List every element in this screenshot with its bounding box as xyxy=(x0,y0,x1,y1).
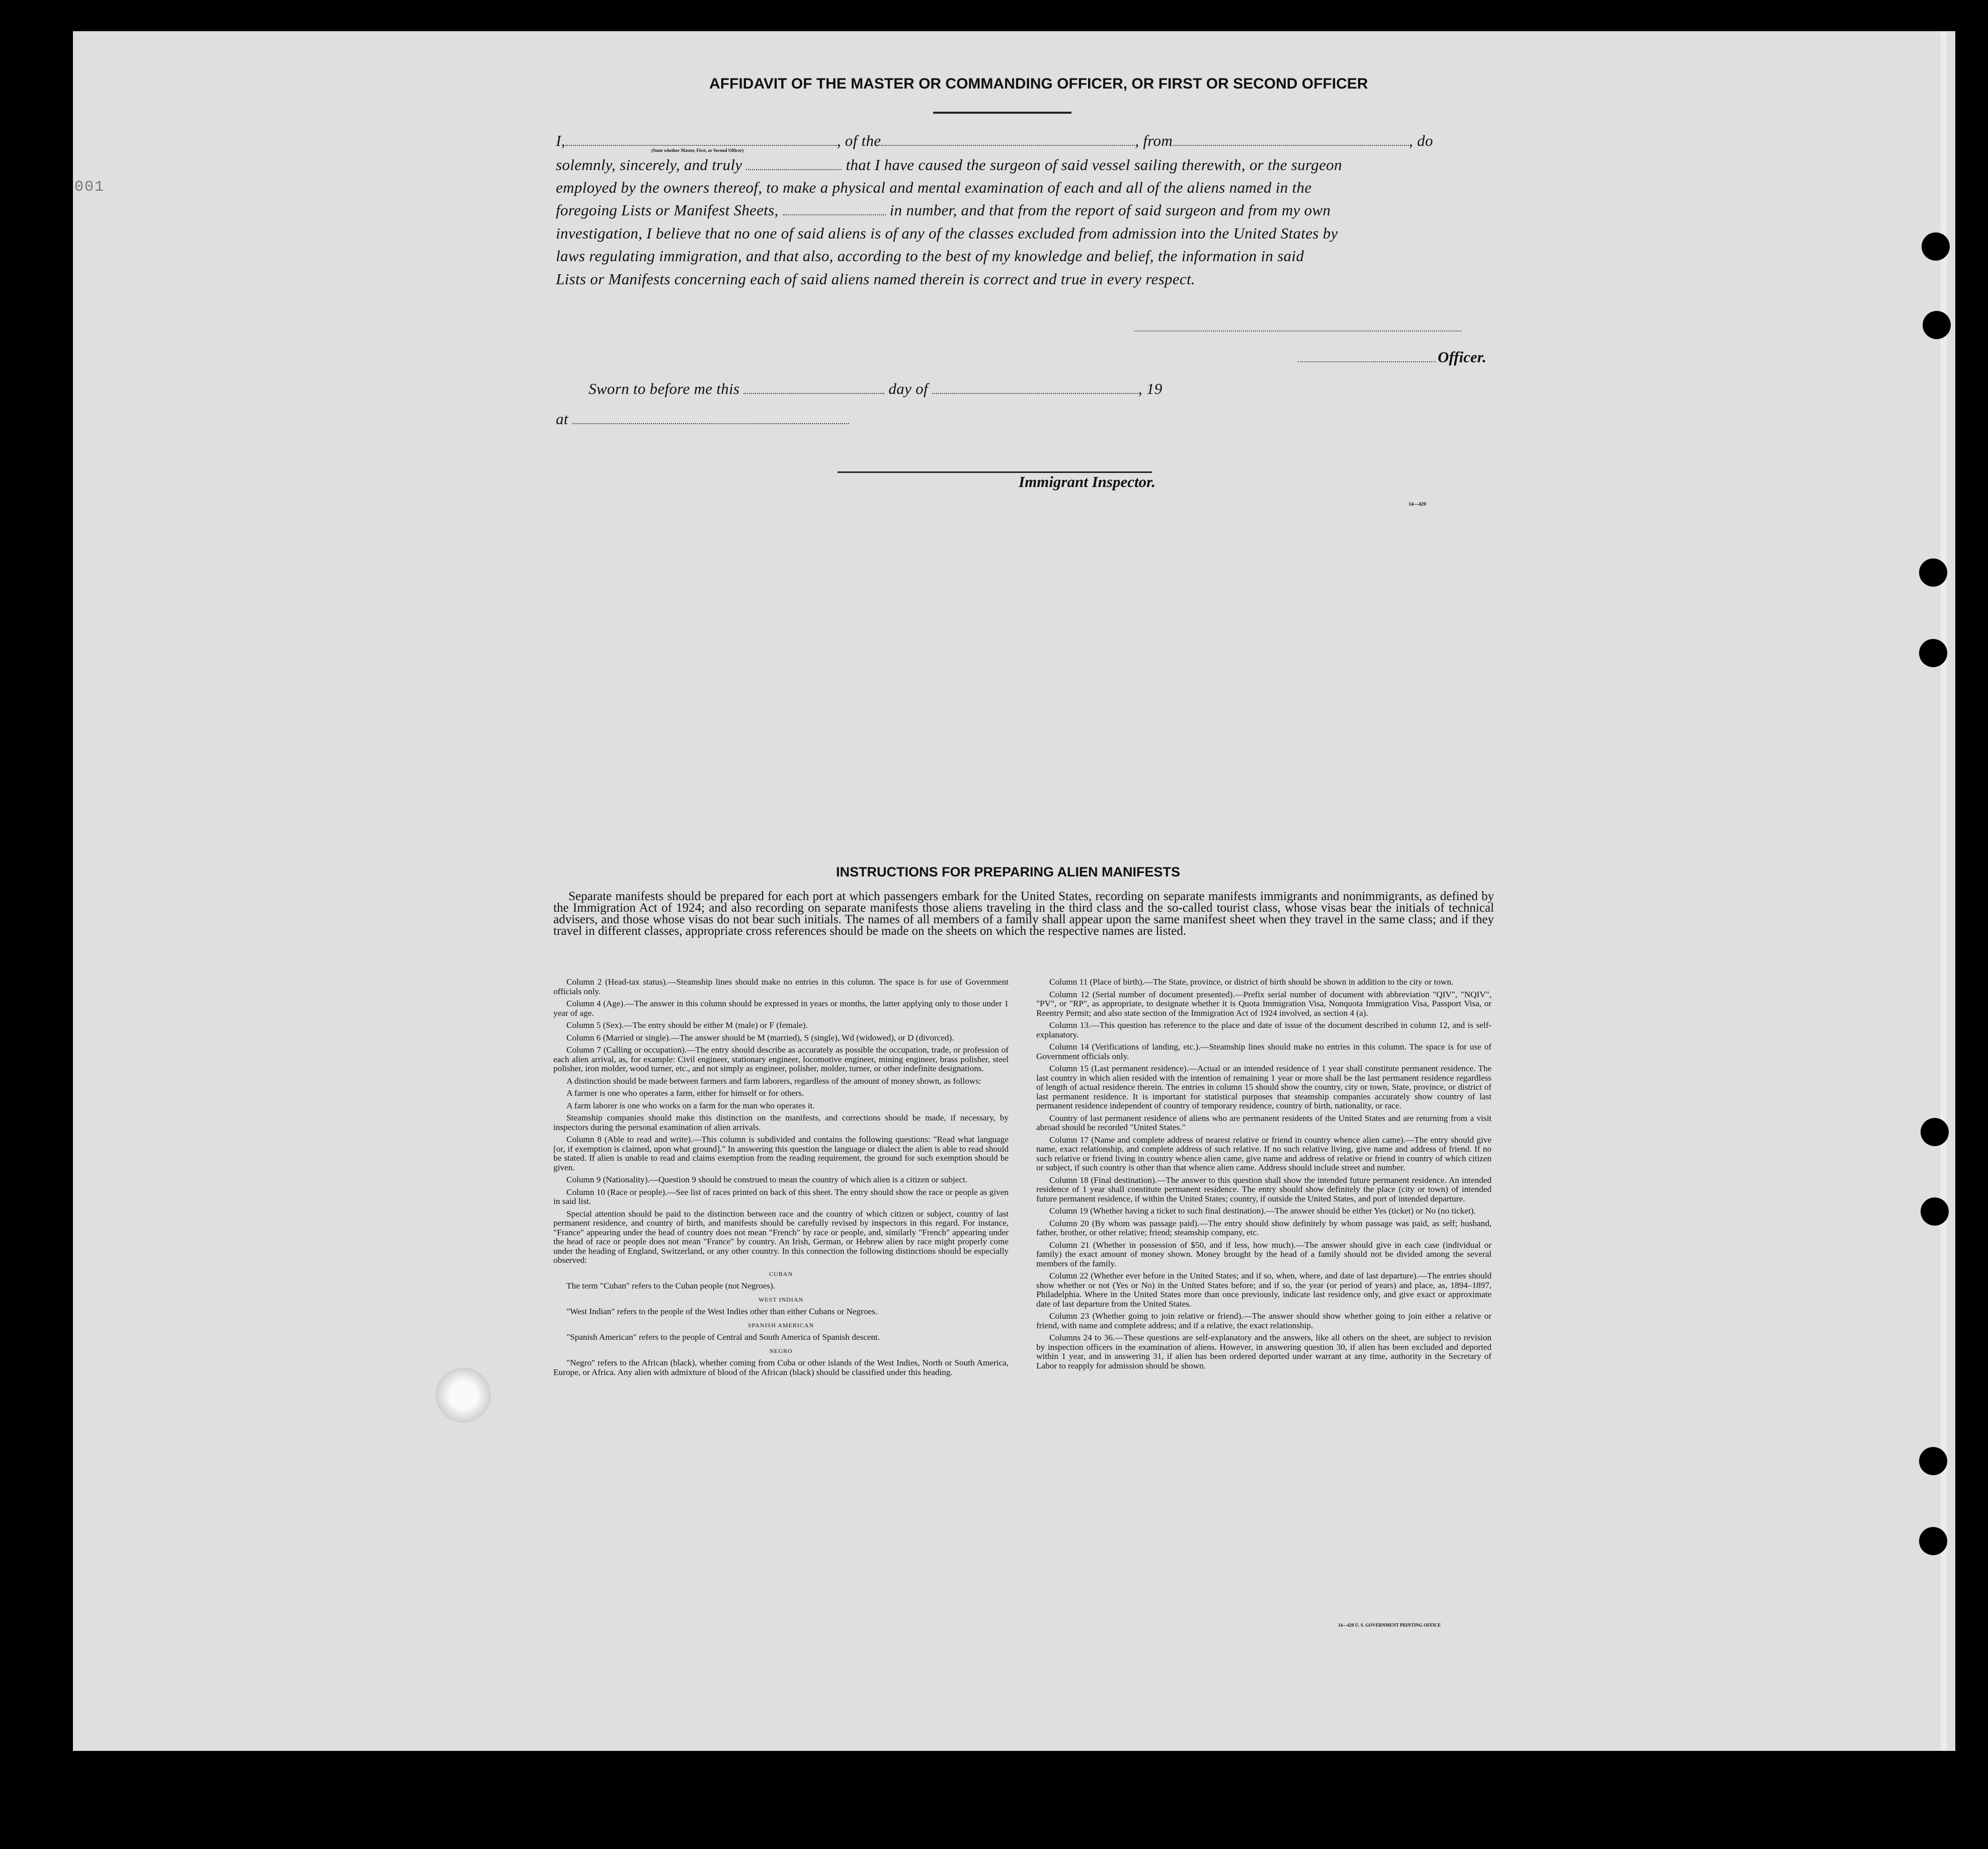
binder-hole xyxy=(1921,1197,1949,1226)
sworn-line: Sworn to before me this day of , 19 xyxy=(589,380,1163,397)
instruction-paragraph: A distinction should be made between farmers and farm laborers, regardless of the amount of money shown, as follows: xyxy=(566,1076,981,1086)
instruction-paragraph: Column 15 (Last permanent residence).—Actual or an intended residence of 1 year shall constitute permanent residence. The last country in which alien resided with the intention of remaining 1 year or more shall be the last permanent residence regardless of length of actual residence therein. The entries in column 15 should show the country, city or town, State, province, or district of last permanent residence. It is important for statistical purposes that steamship companies accurately show country of last permanent residence independent of country of temporary residence, country of birth, nationality, or race. xyxy=(1036,1064,1492,1110)
instruction-paragraph: The term "Cuban" refers to the Cuban people (not Negroes). xyxy=(566,1281,775,1291)
instruction-paragraph: Column 11 (Place of birth).—The State, province, or district of birth should be shown in addition to the city or town. xyxy=(1049,977,1454,987)
binder-hole xyxy=(1919,558,1947,587)
instruction-paragraph: "Spanish American" refers to the people of Central and South America of Spanish descent. xyxy=(566,1332,880,1342)
affidavit-line-6: laws regulating immigration, and that also, according to the best of my knowledge and belief, the information in said xyxy=(556,247,1304,265)
instruction-paragraph: "Negro" refers to the African (black), whether coming from Cuba or other islands of the West Indies, North or South America, Europe, or Africa. Any alien with admixture of blood of the African (black) should be classified under this heading. xyxy=(553,1358,1009,1377)
instruction-paragraph: Column 7 (Calling or occupation).—The entry should describe as accurately as possible the occupation, trade, or profession of each alien arrival, as, for example: Civil engineer, stationary engineer, locomotive engineer, mining engineer, brass polisher, steel polisher, iron molder, wood turner, etc., and not simply as engineer, polisher, molder, turner, or other indefinite designations. xyxy=(553,1045,1009,1073)
binder-hole xyxy=(1919,1527,1947,1555)
instructions-title: INSTRUCTIONS FOR PREPARING ALIEN MANIFESTS xyxy=(836,864,1181,879)
instruction-paragraph: Column 14 (Verifications of landing, etc.).—Steamship lines should make no entries in this column. The space is for use of Government officials only. xyxy=(1036,1042,1492,1061)
paper-blot xyxy=(436,1368,491,1423)
instruction-paragraph: Column 19 (Whether having a ticket to such final destination).—The answer should be either Yes (ticket) or No (no ticket). xyxy=(1049,1206,1476,1216)
instruction-paragraph: Column 2 (Head-tax status).—Steamship lines should make no entries in this column. The space is for use of Government officials only. xyxy=(553,977,1009,996)
instruction-paragraph: Column 4 (Age).—The answer in this column should be expressed in years or months, the latter applying only to those under 1 year of age. xyxy=(553,999,1009,1018)
officer-label: Officer. xyxy=(1438,348,1486,366)
inspector-label: Immigrant Inspector. xyxy=(1019,473,1156,491)
affidavit-line-4: foregoing Lists or Manifest Sheets, in number, and that from the report of said surgeon and from my own xyxy=(556,201,1331,219)
instruction-paragraph: Column 17 (Name and complete address of nearest relative or friend in country whence alien came).—The entry should give name, exact relationship, and complete address of such relative. If no such relative living, give name and address of friend. If no such relative or friend living in country whence alien came, give name and address of relative or friend in country of which citizen or subject, if such country is other than that whence alien came. Address should include street and number. xyxy=(1036,1135,1492,1172)
instruction-paragraph: Steamship companies should make this distinction on the manifests, and corrections should be made, if necessary, by inspectors during the personal examination of alien arrivals. xyxy=(553,1113,1009,1132)
instruction-paragraph: Country of last permanent residence of aliens who are permanent residents of the United States and are returning from a visit abroad should be recorded "United States." xyxy=(1036,1113,1492,1132)
instructions-right-column xyxy=(1036,978,1492,1374)
instruction-paragraph: Column 9 (Nationality).—Question 9 should be construed to mean the country of which alien is a citizen or subject. xyxy=(566,1175,968,1184)
instruction-paragraph: A farmer is one who operates a farm, either for himself or for others. xyxy=(566,1088,804,1098)
printing-office-footer: 14—420 U. S. GOVERNMENT PRINTING OFFICE xyxy=(1338,1623,1441,1628)
binder-hole xyxy=(1919,1447,1947,1475)
binder-hole xyxy=(1922,232,1950,261)
affidavit-line-7: Lists or Manifests concerning each of said aliens named therein is correct and true in every respect. xyxy=(556,270,1195,288)
page-stamp: 001 xyxy=(74,179,105,196)
affidavit-line-5: investigation, I believe that no one of said aliens is of any of the classes excluded from admission into the United States by xyxy=(556,224,1338,242)
instructions-left-column xyxy=(553,978,1009,1380)
instruction-paragraph: Column 20 (By whom was passage paid).—The entry should show definitely by whom passage was paid, as self; husband, father, brother, or other relative; friend; steamship company, etc. xyxy=(1036,1218,1492,1237)
instruction-paragraph: Columns 24 to 36.—These questions are self-explanatory and the answers, like all others on the sheet, are subject to revision by inspection officers in the examination of aliens. However, in answering question 30, if alien has been excluded and deported within 1 year, and in answering 31, if alien has been ordered deported under warrant at any time, authority in the Secretary of Labor to reapply for admission should be shown. xyxy=(1036,1333,1492,1371)
instruction-paragraph: Column 8 (Able to read and write).—This column is subdivided and contains the following questions: "Read what language [or, if exemption is claimed, upon what ground]." In answering this question the language or dialect the alien is able to read should be stated. If alien is unable to read and claims exemption from the reading requirement, the ground for such exemption should be given. xyxy=(553,1135,1009,1172)
instruction-paragraph: A farm laborer is one who works on a farm for the man who operates it. xyxy=(566,1100,815,1110)
instruction-paragraph: Special attention should be paid to the distinction between race and the country of which citizen or subject, country of last permanent residence, and country of birth, and manifests should be carefully revised by inspectors in this regard. For instance, "France" appearing under the head of country does not mean "French" by race or people, and, similarly "French" appearing under the head of race or people does not mean "France" by country. An Irish, German, or Hebrew alien by race might properly come under the heading of England, Switzerland, or any other country. In this connection the following distinctions should be especially observed: xyxy=(553,1209,1009,1265)
form-number: 14—420 xyxy=(1409,502,1426,507)
affidavit-line-3: employed by the owners thereof, to make a physical and mental examination of each and all of the aliens named in the xyxy=(556,179,1312,196)
affidavit-line-2: solemnly, sincerely, and truly that I have caused the surgeon of said vessel sailing therewith, or the surgeon xyxy=(556,156,1342,174)
instruction-paragraph: Column 13.—This question has reference to the place and date of issue of the document described in column 12, and is self-explanatory. xyxy=(1036,1020,1492,1039)
heading-negro: NEGRO xyxy=(769,1347,793,1354)
title-rule xyxy=(933,112,1071,114)
instruction-paragraph: "West Indian" refers to the people of the West Indies other than either Cubans or Negroes. xyxy=(566,1307,878,1316)
heading-cuban: CUBAN xyxy=(769,1270,793,1277)
at-line: at xyxy=(556,410,849,428)
binder-hole xyxy=(1923,311,1951,339)
instruction-paragraph: Column 21 (Whether in possession of $50, and if less, how much).—The answer should give in each case (individual or family) the exact amount of money shown. Money brought by the head of a family should not be divided among the several members of the family. xyxy=(1036,1240,1492,1268)
instruction-paragraph: Column 23 (Whether going to join relative or friend).—The answer should show whether going to join either a relative or friend, with name and complete address; and if a relative, the exact relationship. xyxy=(1036,1311,1492,1330)
sheet-edge xyxy=(1941,31,1947,1751)
officer-signature-line xyxy=(1134,330,1461,332)
heading-spanish-american: SPANISH AMERICAN xyxy=(748,1321,814,1329)
state-note: (State whether Master, First, or Second Officer) xyxy=(651,148,744,153)
binder-hole xyxy=(1921,1118,1949,1146)
binder-hole xyxy=(1919,639,1947,667)
instruction-paragraph: Column 18 (Final destination).—The answer to this question shall show the intended future permanent residence. An intended residence of 1 year shall constitute permanent residence. The entry should show definitely the place (city or town) of intended future permanent residence, if within the United States; country, if outside the United States, and port of intended departure. xyxy=(1036,1175,1492,1203)
instruction-paragraph: Column 5 (Sex).—The entry should be either M (male) or F (female). xyxy=(566,1020,808,1030)
instruction-paragraph: Column 12 (Serial number of document presented).—Prefix serial number of document with abbreviation "QIV", "NQIV", "PV", or "RP", as appropriate, to designate whether it is Quota Immigration Visa, Nonquota Immigration Visa, Passport Visa, or Reentry Permit; and also state section of the Immigration Act of 1924 involved, as section 4 (a). xyxy=(1036,989,1492,1018)
affidavit-title: AFFIDAVIT OF THE MASTER OR COMMANDING OFFICER, OR FIRST OR SECOND OFFICER xyxy=(709,75,1368,92)
heading-west-indian: WEST INDIAN xyxy=(758,1296,804,1303)
affidavit-line-1: I, , of the , from , do xyxy=(556,132,1433,149)
instructions-intro: Separate manifests should be prepared for each port at which passengers embark for the United States, recording on separate manifests immigrants and nonimmigrants, as defined by the Immigration Act of 1924; and also recording on separate manifests those aliens traveling in the third class and the so-called tourist class, whose visas bear the initials of technical advisers, and those whose visas do not bear such initials. The names of all members of a family shall appear upon the same manifest sheet when they travel in the same class; and if they travel in different classes, appropriate cross references should be made on the sheets on which the respective names are listed. xyxy=(553,890,1494,938)
instruction-paragraph: Column 22 (Whether ever before in the United States; and if so, when, where, and date of last departure).—The entries should show whether or not (Yes or No) in the United States before; and if so, the year (or period of years) and place, as, 1894–1897, Philadelphia. Where in the United States more than once previously, indicate last residence only, and give exact or approximate date of last departure from the United States. xyxy=(1036,1271,1492,1309)
instruction-paragraph: Column 6 (Married or single).—The answer should be M (married), S (single), Wd (widowed), or D (divorced). xyxy=(566,1032,954,1042)
officer-title-line xyxy=(1298,360,1436,362)
instruction-paragraph: Column 10 (Race or people).—See list of races printed on back of this sheet. The entry should show the race or people as given in said list. xyxy=(553,1187,1009,1206)
